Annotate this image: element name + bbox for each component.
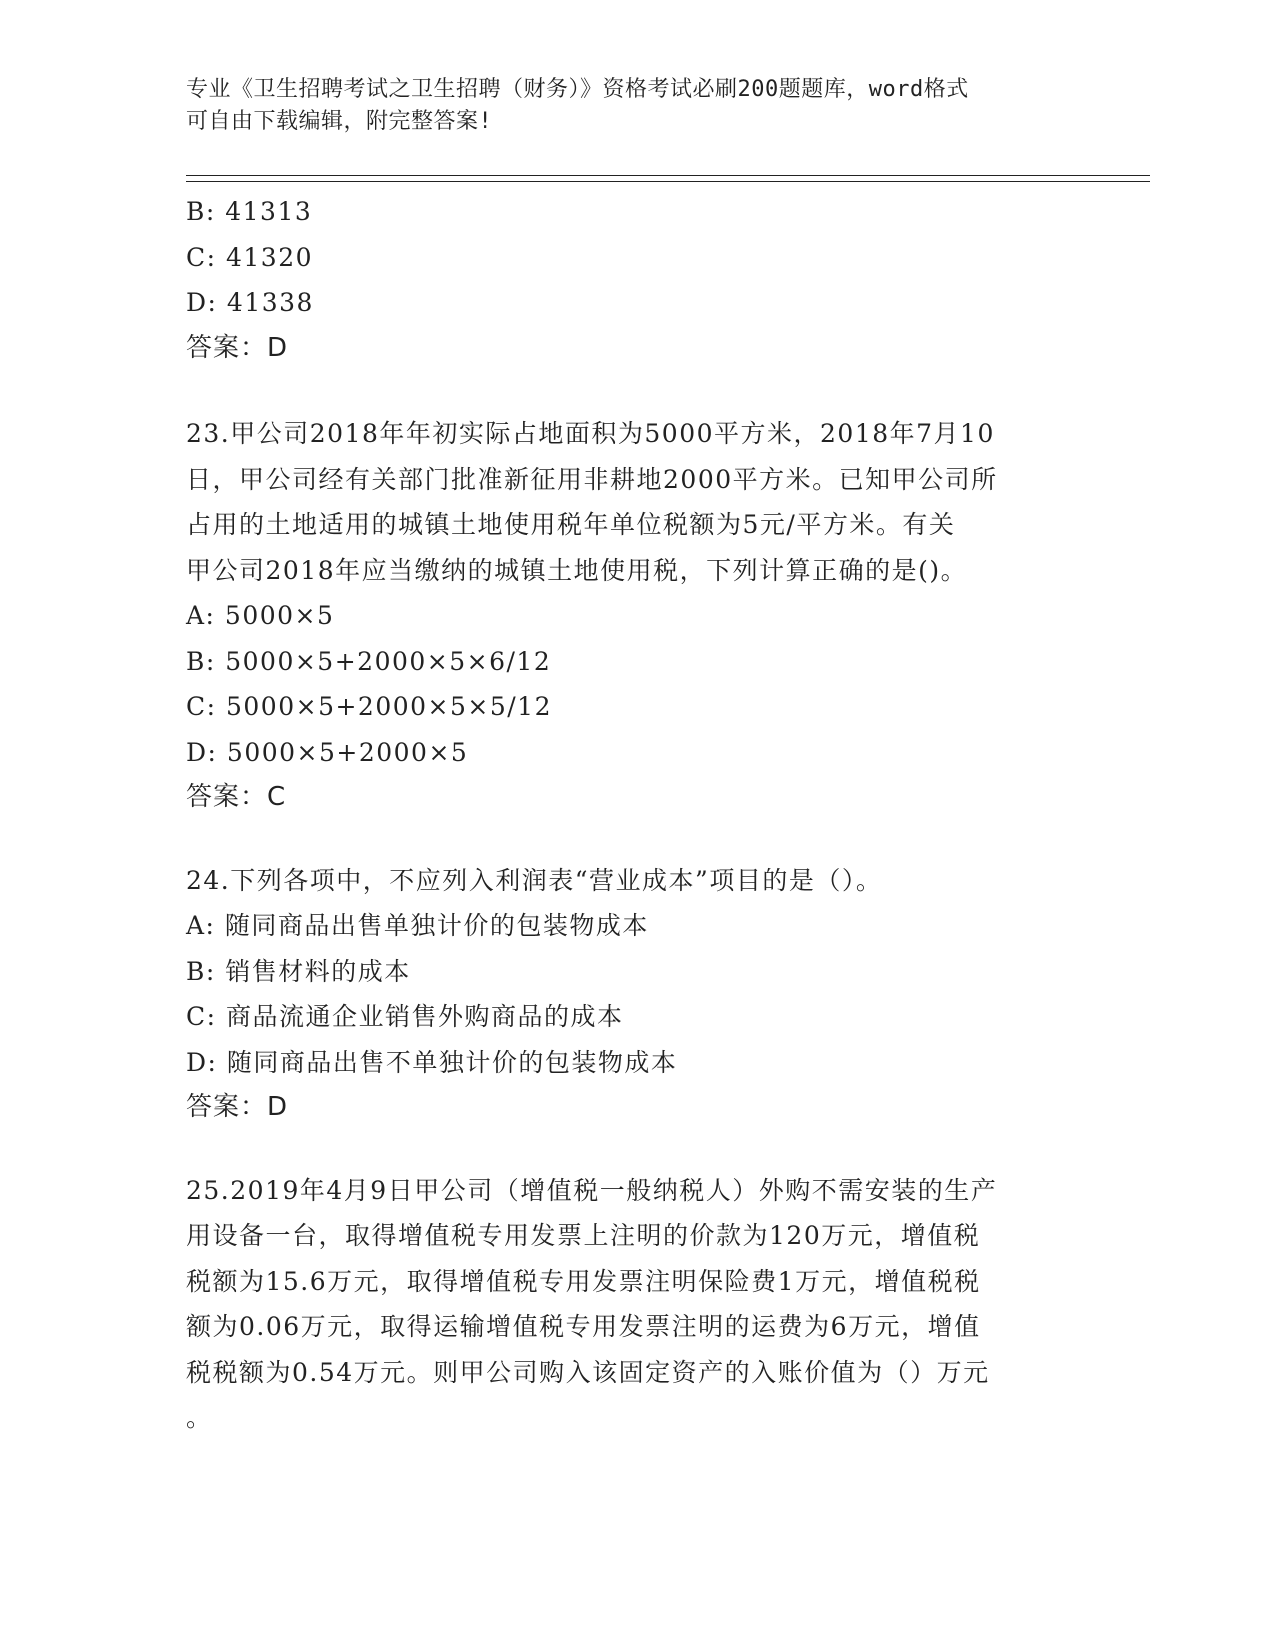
q23-stem-line: 甲公司2018年应当缴纳的城镇土地使用税，下列计算正确的是()。 <box>186 555 968 585</box>
q24-option-c: C: 商品流通企业销售外购商品的成本 <box>186 1002 624 1031</box>
question-25 <box>186 1168 1086 1441</box>
q24-option-d: D: 随同商品出售不单独计价的包装物成本 <box>186 1047 678 1077</box>
header-line-1: 专业《卫生招聘考试之卫生招聘（财务）》资格考试必刷200题题库，word格式 <box>186 77 969 102</box>
q23-option-d: D: 5000×5+2000×5 <box>186 737 469 767</box>
question-content <box>186 189 1086 1441</box>
q24-stem: 24.下列各项中，不应列入利润表“营业成本”项目的是（）。 <box>186 865 883 895</box>
q23-stem-line: 日，甲公司经有关部门批准新征用非耕地2000平方米。已知甲公司所 <box>186 464 998 494</box>
q24-option-b: B: 销售材料的成本 <box>186 956 411 986</box>
q23-option-a: A: 5000×5 <box>186 601 335 630</box>
header-divider-top <box>186 175 1150 176</box>
q23-stem-line: 23.甲公司2018年年初实际占地面积为5000平方米，2018年7月10 <box>186 419 995 448</box>
q25-stem-line: 用设备一台，取得增值税专用发票上注明的价款为120万元，增值税 <box>186 1221 981 1250</box>
q24-answer: 答案：D <box>186 1092 289 1122</box>
q22-option-d: D: 41338 <box>186 288 314 317</box>
header-divider-bottom <box>186 181 1150 182</box>
q25-stem-line: 额为0.06万元，取得运输增值税专用发票注明的运费为6万元，增值 <box>186 1312 981 1341</box>
question-22 <box>186 189 1086 371</box>
q22-option-c: C: 41320 <box>186 242 314 272</box>
header-line-2: 可自由下载编辑，附完整答案! <box>186 109 493 134</box>
q23-stem-line: 占用的土地适用的城镇土地使用税年单位税额为5元/平方米。有关 <box>186 510 956 539</box>
document-header <box>186 74 1066 138</box>
q22-option-b: B: 41313 <box>186 197 313 226</box>
q23-option-b: B: 5000×5+2000×5×6/12 <box>186 646 552 676</box>
q23-answer: 答案：C <box>186 782 287 812</box>
q25-stem-line: 25.2019年4月9日甲公司（增值税一般纳税人）外购不需安装的生产 <box>186 1175 998 1205</box>
q22-answer: 答案：D <box>186 332 289 363</box>
q25-stem-line: 税额为15.6万元，取得增值税专用发票注明保险费1万元，增值税税 <box>186 1266 981 1296</box>
question-24 <box>186 858 1086 1131</box>
q23-option-c: C: 5000×5+2000×5×5/12 <box>186 692 552 721</box>
q24-option-a: A: 随同商品出售单独计价的包装物成本 <box>186 911 649 940</box>
question-23 <box>186 411 1086 821</box>
q25-stem-line: 。 <box>186 1403 213 1432</box>
q25-stem-line: 税税额为0.54万元。则甲公司购入该固定资产的入账价值为（）万元 <box>186 1357 990 1387</box>
